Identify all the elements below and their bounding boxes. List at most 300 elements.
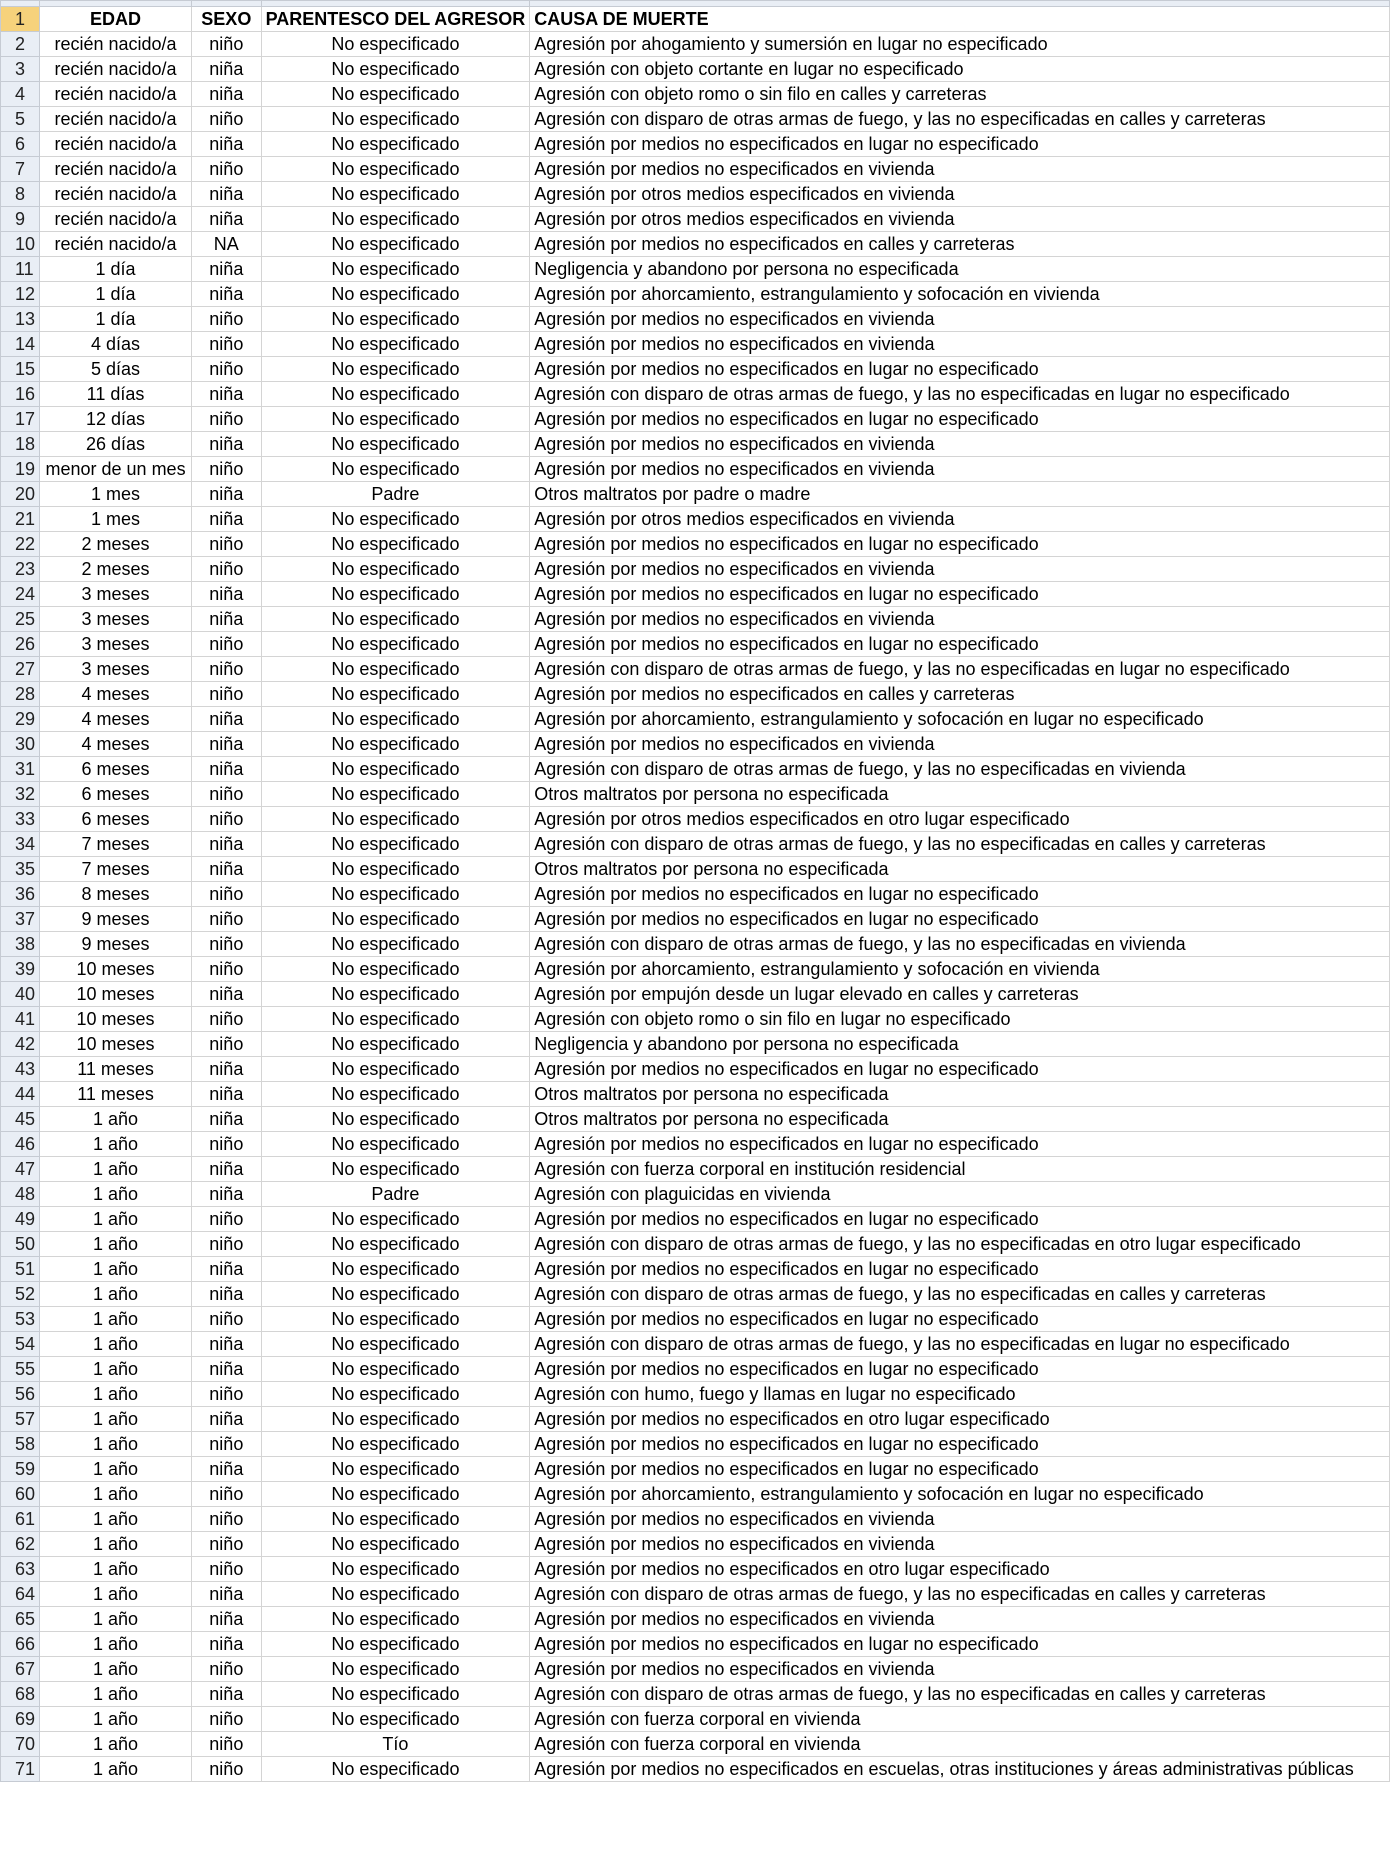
cell-causa[interactable]: Agresión por medios no especificados en lugar no especificado	[530, 1207, 1390, 1232]
cell-parentesco[interactable]: No especificado	[261, 1607, 530, 1632]
cell-causa[interactable]: Agresión por medios no especificados en vivienda	[530, 307, 1390, 332]
cell-parentesco[interactable]: No especificado	[261, 1307, 530, 1332]
cell-sexo[interactable]: niño	[192, 1132, 262, 1157]
cell-parentesco[interactable]: No especificado	[261, 382, 530, 407]
cell-causa[interactable]: Agresión con fuerza corporal en vivienda	[530, 1707, 1390, 1732]
cell-edad[interactable]: 1 año	[40, 1132, 192, 1157]
row-header[interactable]: 6	[1, 132, 40, 157]
cell-sexo[interactable]: niña	[192, 1182, 262, 1207]
cell-edad[interactable]: 1 año	[40, 1357, 192, 1382]
cell-causa[interactable]: Otros maltratos por persona no especificada	[530, 1082, 1390, 1107]
cell-parentesco[interactable]: No especificado	[261, 1532, 530, 1557]
cell-causa[interactable]: Agresión por medios no especificados en vivienda	[530, 457, 1390, 482]
cell-causa[interactable]: Agresión por medios no especificados en lugar no especificado	[530, 532, 1390, 557]
cell-edad[interactable]: 1 año	[40, 1507, 192, 1532]
cell-sexo[interactable]: niño	[192, 1757, 262, 1782]
cell-parentesco[interactable]: No especificado	[261, 907, 530, 932]
row-header[interactable]: 5	[1, 107, 40, 132]
cell-causa[interactable]: Agresión por medios no especificados en lugar no especificado	[530, 357, 1390, 382]
cell-causa[interactable]: Agresión por medios no especificados en lugar no especificado	[530, 882, 1390, 907]
cell-edad[interactable]: 6 meses	[40, 782, 192, 807]
cell-parentesco[interactable]: No especificado	[261, 882, 530, 907]
row-header[interactable]: 42	[1, 1032, 40, 1057]
cell-causa[interactable]: Agresión por medios no especificados en vivienda	[530, 332, 1390, 357]
cell-causa[interactable]: Agresión con plaguicidas en vivienda	[530, 1182, 1390, 1207]
row-header[interactable]: 63	[1, 1557, 40, 1582]
row-header[interactable]: 47	[1, 1157, 40, 1182]
cell-sexo[interactable]: niña	[192, 182, 262, 207]
row-header[interactable]: 23	[1, 557, 40, 582]
row-header[interactable]: 33	[1, 807, 40, 832]
cell-edad[interactable]: 1 año	[40, 1457, 192, 1482]
cell-parentesco[interactable]: No especificado	[261, 707, 530, 732]
cell-edad[interactable]: 10 meses	[40, 982, 192, 1007]
header-sexo[interactable]: SEXO	[192, 7, 262, 32]
cell-edad[interactable]: 11 días	[40, 382, 192, 407]
cell-edad[interactable]: 3 meses	[40, 582, 192, 607]
cell-parentesco[interactable]: No especificado	[261, 257, 530, 282]
cell-parentesco[interactable]: No especificado	[261, 807, 530, 832]
cell-parentesco[interactable]: No especificado	[261, 1257, 530, 1282]
row-header[interactable]: 30	[1, 732, 40, 757]
cell-causa[interactable]: Agresión por medios no especificados en escuelas, otras instituciones y áreas administrativas públicas	[530, 1757, 1390, 1782]
cell-parentesco[interactable]: No especificado	[261, 632, 530, 657]
row-header[interactable]: 49	[1, 1207, 40, 1232]
row-header[interactable]: 48	[1, 1182, 40, 1207]
row-header[interactable]: 11	[1, 257, 40, 282]
cell-sexo[interactable]: niña	[192, 832, 262, 857]
cell-sexo[interactable]: niño	[192, 332, 262, 357]
cell-parentesco[interactable]: No especificado	[261, 1657, 530, 1682]
cell-sexo[interactable]: NA	[192, 232, 262, 257]
row-header[interactable]: 7	[1, 157, 40, 182]
cell-sexo[interactable]: niño	[192, 1307, 262, 1332]
row-header[interactable]: 22	[1, 532, 40, 557]
cell-edad[interactable]: 4 meses	[40, 707, 192, 732]
cell-edad[interactable]: 1 año	[40, 1407, 192, 1432]
cell-edad[interactable]: recién nacido/a	[40, 57, 192, 82]
row-header[interactable]: 32	[1, 782, 40, 807]
cell-causa[interactable]: Agresión por ahorcamiento, estrangulamiento y sofocación en vivienda	[530, 957, 1390, 982]
cell-causa[interactable]: Otros maltratos por persona no especificada	[530, 1107, 1390, 1132]
row-header[interactable]: 24	[1, 582, 40, 607]
cell-parentesco[interactable]: No especificado	[261, 932, 530, 957]
cell-sexo[interactable]: niño	[192, 157, 262, 182]
cell-sexo[interactable]: niña	[192, 1682, 262, 1707]
row-header[interactable]: 58	[1, 1432, 40, 1457]
cell-edad[interactable]: 1 año	[40, 1632, 192, 1657]
cell-sexo[interactable]: niño	[192, 1507, 262, 1532]
cell-sexo[interactable]: niña	[192, 82, 262, 107]
cell-causa[interactable]: Agresión por medios no especificados en lugar no especificado	[530, 1632, 1390, 1657]
row-header[interactable]: 57	[1, 1407, 40, 1432]
cell-edad[interactable]: 1 año	[40, 1757, 192, 1782]
cell-sexo[interactable]: niño	[192, 1732, 262, 1757]
cell-edad[interactable]: 8 meses	[40, 882, 192, 907]
cell-sexo[interactable]: niño	[192, 407, 262, 432]
cell-causa[interactable]: Agresión por medios no especificados en lugar no especificado	[530, 1432, 1390, 1457]
cell-causa[interactable]: Otros maltratos por padre o madre	[530, 482, 1390, 507]
cell-edad[interactable]: 7 meses	[40, 832, 192, 857]
row-header[interactable]: 70	[1, 1732, 40, 1757]
row-header[interactable]: 61	[1, 1507, 40, 1532]
cell-parentesco[interactable]: Tío	[261, 1732, 530, 1757]
cell-edad[interactable]: 4 días	[40, 332, 192, 357]
cell-causa[interactable]: Agresión por medios no especificados en lugar no especificado	[530, 407, 1390, 432]
cell-sexo[interactable]: niño	[192, 1032, 262, 1057]
cell-causa[interactable]: Agresión con disparo de otras armas de fuego, y las no especificadas en calles y carreteras	[530, 1582, 1390, 1607]
cell-parentesco[interactable]: No especificado	[261, 582, 530, 607]
row-header[interactable]: 19	[1, 457, 40, 482]
cell-parentesco[interactable]: No especificado	[261, 407, 530, 432]
cell-edad[interactable]: 3 meses	[40, 657, 192, 682]
cell-causa[interactable]: Agresión con fuerza corporal en institución residencial	[530, 1157, 1390, 1182]
cell-causa[interactable]: Agresión con disparo de otras armas de fuego, y las no especificadas en calles y carreteras	[530, 107, 1390, 132]
cell-edad[interactable]: recién nacido/a	[40, 207, 192, 232]
cell-edad[interactable]: 1 año	[40, 1257, 192, 1282]
cell-sexo[interactable]: niño	[192, 1007, 262, 1032]
cell-sexo[interactable]: niño	[192, 932, 262, 957]
cell-edad[interactable]: 1 año	[40, 1157, 192, 1182]
row-header[interactable]: 9	[1, 207, 40, 232]
cell-causa[interactable]: Agresión por otros medios especificados en otro lugar especificado	[530, 807, 1390, 832]
cell-sexo[interactable]: niña	[192, 132, 262, 157]
cell-parentesco[interactable]: No especificado	[261, 532, 530, 557]
cell-causa[interactable]: Otros maltratos por persona no especificada	[530, 857, 1390, 882]
row-header[interactable]: 38	[1, 932, 40, 957]
row-header[interactable]: 20	[1, 482, 40, 507]
cell-causa[interactable]: Agresión con disparo de otras armas de fuego, y las no especificadas en lugar no especificado	[530, 1332, 1390, 1357]
cell-sexo[interactable]: niño	[192, 1482, 262, 1507]
cell-causa[interactable]: Agresión por medios no especificados en lugar no especificado	[530, 907, 1390, 932]
cell-sexo[interactable]: niña	[192, 582, 262, 607]
row-header[interactable]: 29	[1, 707, 40, 732]
row-header[interactable]: 71	[1, 1757, 40, 1782]
row-header[interactable]: 62	[1, 1532, 40, 1557]
row-header[interactable]: 43	[1, 1057, 40, 1082]
cell-sexo[interactable]: niña	[192, 1157, 262, 1182]
cell-causa[interactable]: Agresión con disparo de otras armas de fuego, y las no especificadas en calles y carreteras	[530, 1282, 1390, 1307]
cell-sexo[interactable]: niña	[192, 1282, 262, 1307]
header-parentesco[interactable]: PARENTESCO DEL AGRESOR	[261, 7, 530, 32]
cell-causa[interactable]: Agresión por medios no especificados en vivienda	[530, 557, 1390, 582]
cell-causa[interactable]: Agresión por medios no especificados en vivienda	[530, 1657, 1390, 1682]
cell-causa[interactable]: Agresión por otros medios especificados en vivienda	[530, 507, 1390, 532]
row-header[interactable]: 26	[1, 632, 40, 657]
cell-causa[interactable]: Agresión con disparo de otras armas de fuego, y las no especificadas en lugar no especificado	[530, 657, 1390, 682]
cell-sexo[interactable]: niña	[192, 507, 262, 532]
cell-sexo[interactable]: niño	[192, 957, 262, 982]
cell-edad[interactable]: 9 meses	[40, 907, 192, 932]
row-header[interactable]: 39	[1, 957, 40, 982]
cell-parentesco[interactable]: No especificado	[261, 1557, 530, 1582]
cell-causa[interactable]: Agresión con disparo de otras armas de fuego, y las no especificadas en lugar no especificado	[530, 382, 1390, 407]
row-header[interactable]: 15	[1, 357, 40, 382]
row-header[interactable]: 66	[1, 1632, 40, 1657]
cell-edad[interactable]: 10 meses	[40, 957, 192, 982]
cell-causa[interactable]: Agresión por medios no especificados en vivienda	[530, 1607, 1390, 1632]
row-header[interactable]: 44	[1, 1082, 40, 1107]
cell-sexo[interactable]: niña	[192, 1332, 262, 1357]
cell-parentesco[interactable]: No especificado	[261, 82, 530, 107]
cell-causa[interactable]: Agresión con fuerza corporal en vivienda	[530, 1732, 1390, 1757]
cell-causa[interactable]: Agresión por medios no especificados en lugar no especificado	[530, 632, 1390, 657]
cell-parentesco[interactable]: No especificado	[261, 1007, 530, 1032]
cell-parentesco[interactable]: No especificado	[261, 782, 530, 807]
cell-parentesco[interactable]: No especificado	[261, 307, 530, 332]
cell-causa[interactable]: Agresión por medios no especificados en calles y carreteras	[530, 682, 1390, 707]
cell-edad[interactable]: recién nacido/a	[40, 232, 192, 257]
row-header[interactable]: 1	[1, 7, 40, 32]
cell-sexo[interactable]: niño	[192, 1232, 262, 1257]
cell-edad[interactable]: recién nacido/a	[40, 107, 192, 132]
cell-sexo[interactable]: niña	[192, 432, 262, 457]
row-header[interactable]: 31	[1, 757, 40, 782]
cell-parentesco[interactable]: No especificado	[261, 182, 530, 207]
row-header[interactable]: 14	[1, 332, 40, 357]
cell-causa[interactable]: Agresión por medios no especificados en lugar no especificado	[530, 1257, 1390, 1282]
cell-edad[interactable]: 3 meses	[40, 632, 192, 657]
cell-parentesco[interactable]: No especificado	[261, 32, 530, 57]
cell-causa[interactable]: Agresión por otros medios especificados en vivienda	[530, 207, 1390, 232]
cell-edad[interactable]: 5 días	[40, 357, 192, 382]
cell-causa[interactable]: Agresión por otros medios especificados en vivienda	[530, 182, 1390, 207]
cell-causa[interactable]: Agresión por medios no especificados en calles y carreteras	[530, 232, 1390, 257]
cell-parentesco[interactable]: No especificado	[261, 132, 530, 157]
cell-sexo[interactable]: niño	[192, 532, 262, 557]
cell-edad[interactable]: 1 mes	[40, 482, 192, 507]
row-header[interactable]: 2	[1, 32, 40, 57]
row-header[interactable]: 18	[1, 432, 40, 457]
cell-causa[interactable]: Agresión por medios no especificados en vivienda	[530, 432, 1390, 457]
cell-causa[interactable]: Agresión por medios no especificados en lugar no especificado	[530, 582, 1390, 607]
cell-sexo[interactable]: niño	[192, 32, 262, 57]
cell-edad[interactable]: 1 año	[40, 1532, 192, 1557]
cell-causa[interactable]: Agresión con objeto cortante en lugar no especificado	[530, 57, 1390, 82]
cell-edad[interactable]: 26 días	[40, 432, 192, 457]
cell-parentesco[interactable]: No especificado	[261, 57, 530, 82]
cell-causa[interactable]: Agresión por medios no especificados en vivienda	[530, 607, 1390, 632]
cell-sexo[interactable]: niño	[192, 457, 262, 482]
row-header[interactable]: 10	[1, 232, 40, 257]
cell-causa[interactable]: Agresión por medios no especificados en lugar no especificado	[530, 1132, 1390, 1157]
cell-parentesco[interactable]: No especificado	[261, 607, 530, 632]
cell-parentesco[interactable]: No especificado	[261, 1057, 530, 1082]
cell-sexo[interactable]: niño	[192, 882, 262, 907]
row-header[interactable]: 69	[1, 1707, 40, 1732]
cell-parentesco[interactable]: No especificado	[261, 1507, 530, 1532]
cell-edad[interactable]: recién nacido/a	[40, 82, 192, 107]
cell-edad[interactable]: 6 meses	[40, 807, 192, 832]
cell-edad[interactable]: 1 mes	[40, 507, 192, 532]
row-header[interactable]: 55	[1, 1357, 40, 1382]
cell-causa[interactable]: Agresión por medios no especificados en lugar no especificado	[530, 1307, 1390, 1332]
cell-edad[interactable]: recién nacido/a	[40, 182, 192, 207]
cell-parentesco[interactable]: No especificado	[261, 1432, 530, 1457]
cell-sexo[interactable]: niña	[192, 1582, 262, 1607]
cell-edad[interactable]: menor de un mes	[40, 457, 192, 482]
cell-parentesco[interactable]: No especificado	[261, 1457, 530, 1482]
cell-causa[interactable]: Agresión por medios no especificados en vivienda	[530, 1532, 1390, 1557]
cell-sexo[interactable]: niño	[192, 682, 262, 707]
cell-parentesco[interactable]: No especificado	[261, 1332, 530, 1357]
cell-parentesco[interactable]: No especificado	[261, 1207, 530, 1232]
cell-sexo[interactable]: niña	[192, 1632, 262, 1657]
cell-sexo[interactable]: niño	[192, 1432, 262, 1457]
cell-sexo[interactable]: niño	[192, 907, 262, 932]
cell-sexo[interactable]: niña	[192, 1107, 262, 1132]
cell-edad[interactable]: 1 año	[40, 1332, 192, 1357]
cell-parentesco[interactable]: No especificado	[261, 1157, 530, 1182]
cell-edad[interactable]: 2 meses	[40, 557, 192, 582]
cell-parentesco[interactable]: No especificado	[261, 732, 530, 757]
cell-edad[interactable]: 3 meses	[40, 607, 192, 632]
cell-causa[interactable]: Otros maltratos por persona no especificada	[530, 782, 1390, 807]
row-header[interactable]: 45	[1, 1107, 40, 1132]
cell-sexo[interactable]: niña	[192, 732, 262, 757]
cell-edad[interactable]: 1 año	[40, 1282, 192, 1307]
cell-parentesco[interactable]: No especificado	[261, 1032, 530, 1057]
row-header[interactable]: 41	[1, 1007, 40, 1032]
cell-sexo[interactable]: niña	[192, 1257, 262, 1282]
cell-parentesco[interactable]: No especificado	[261, 432, 530, 457]
cell-parentesco[interactable]: No especificado	[261, 457, 530, 482]
cell-parentesco[interactable]: No especificado	[261, 857, 530, 882]
cell-sexo[interactable]: niña	[192, 282, 262, 307]
cell-sexo[interactable]: niña	[192, 1082, 262, 1107]
row-header[interactable]: 56	[1, 1382, 40, 1407]
cell-causa[interactable]: Agresión por medios no especificados en otro lugar especificado	[530, 1557, 1390, 1582]
cell-parentesco[interactable]: No especificado	[261, 232, 530, 257]
cell-edad[interactable]: 1 día	[40, 282, 192, 307]
cell-causa[interactable]: Negligencia y abandono por persona no especificada	[530, 257, 1390, 282]
cell-sexo[interactable]: niño	[192, 107, 262, 132]
cell-parentesco[interactable]: No especificado	[261, 282, 530, 307]
cell-parentesco[interactable]: No especificado	[261, 332, 530, 357]
row-header[interactable]: 17	[1, 407, 40, 432]
cell-edad[interactable]: 1 año	[40, 1482, 192, 1507]
cell-sexo[interactable]: niño	[192, 632, 262, 657]
row-header[interactable]: 67	[1, 1657, 40, 1682]
cell-parentesco[interactable]: No especificado	[261, 682, 530, 707]
cell-parentesco[interactable]: No especificado	[261, 832, 530, 857]
row-header[interactable]: 13	[1, 307, 40, 332]
cell-sexo[interactable]: niña	[192, 982, 262, 1007]
row-header[interactable]: 60	[1, 1482, 40, 1507]
cell-causa[interactable]: Agresión por ahorcamiento, estrangulamiento y sofocación en lugar no especificado	[530, 1482, 1390, 1507]
row-header[interactable]: 59	[1, 1457, 40, 1482]
cell-causa[interactable]: Agresión por medios no especificados en lugar no especificado	[530, 132, 1390, 157]
row-header[interactable]: 16	[1, 382, 40, 407]
cell-edad[interactable]: 1 año	[40, 1582, 192, 1607]
cell-causa[interactable]: Agresión por medios no especificados en vivienda	[530, 732, 1390, 757]
cell-edad[interactable]: 1 año	[40, 1707, 192, 1732]
cell-causa[interactable]: Agresión con disparo de otras armas de fuego, y las no especificadas en calles y carreteras	[530, 832, 1390, 857]
cell-edad[interactable]: 1 año	[40, 1557, 192, 1582]
cell-sexo[interactable]: niña	[192, 482, 262, 507]
cell-parentesco[interactable]: No especificado	[261, 982, 530, 1007]
cell-causa[interactable]: Agresión con disparo de otras armas de fuego, y las no especificadas en otro lugar especificado	[530, 1232, 1390, 1257]
row-header[interactable]: 40	[1, 982, 40, 1007]
cell-parentesco[interactable]: No especificado	[261, 507, 530, 532]
cell-edad[interactable]: recién nacido/a	[40, 132, 192, 157]
cell-edad[interactable]: 1 año	[40, 1107, 192, 1132]
cell-causa[interactable]: Agresión por medios no especificados en otro lugar especificado	[530, 1407, 1390, 1432]
row-header[interactable]: 36	[1, 882, 40, 907]
cell-sexo[interactable]: niño	[192, 782, 262, 807]
cell-sexo[interactable]: niño	[192, 1207, 262, 1232]
row-header[interactable]: 27	[1, 657, 40, 682]
cell-edad[interactable]: 11 meses	[40, 1057, 192, 1082]
cell-edad[interactable]: 10 meses	[40, 1007, 192, 1032]
cell-edad[interactable]: 1 año	[40, 1682, 192, 1707]
cell-parentesco[interactable]: No especificado	[261, 1482, 530, 1507]
cell-causa[interactable]: Agresión con objeto romo o sin filo en calles y carreteras	[530, 82, 1390, 107]
cell-parentesco[interactable]: No especificado	[261, 1357, 530, 1382]
cell-parentesco[interactable]: No especificado	[261, 1382, 530, 1407]
row-header[interactable]: 50	[1, 1232, 40, 1257]
cell-sexo[interactable]: niña	[192, 1357, 262, 1382]
cell-edad[interactable]: 1 año	[40, 1307, 192, 1332]
cell-sexo[interactable]: niño	[192, 1557, 262, 1582]
cell-edad[interactable]: 1 año	[40, 1732, 192, 1757]
cell-sexo[interactable]: niño	[192, 807, 262, 832]
row-header[interactable]: 68	[1, 1682, 40, 1707]
cell-edad[interactable]: 2 meses	[40, 532, 192, 557]
cell-edad[interactable]: 6 meses	[40, 757, 192, 782]
header-causa[interactable]: CAUSA DE MUERTE	[530, 7, 1390, 32]
cell-sexo[interactable]: niña	[192, 1457, 262, 1482]
cell-sexo[interactable]: niña	[192, 1407, 262, 1432]
cell-sexo[interactable]: niña	[192, 1057, 262, 1082]
cell-causa[interactable]: Agresión por ahogamiento y sumersión en lugar no especificado	[530, 32, 1390, 57]
cell-sexo[interactable]: niño	[192, 557, 262, 582]
cell-parentesco[interactable]: No especificado	[261, 657, 530, 682]
cell-sexo[interactable]: niña	[192, 607, 262, 632]
cell-parentesco[interactable]: No especificado	[261, 557, 530, 582]
cell-causa[interactable]: Agresión por medios no especificados en lugar no especificado	[530, 1057, 1390, 1082]
cell-parentesco[interactable]: No especificado	[261, 1407, 530, 1432]
cell-parentesco[interactable]: No especificado	[261, 1107, 530, 1132]
cell-sexo[interactable]: niña	[192, 707, 262, 732]
cell-causa[interactable]: Agresión por medios no especificados en lugar no especificado	[530, 1357, 1390, 1382]
cell-parentesco[interactable]: No especificado	[261, 107, 530, 132]
cell-parentesco[interactable]: No especificado	[261, 757, 530, 782]
row-header[interactable]: 35	[1, 857, 40, 882]
row-header[interactable]: 65	[1, 1607, 40, 1632]
row-header[interactable]: 12	[1, 282, 40, 307]
cell-sexo[interactable]: niño	[192, 1707, 262, 1732]
cell-causa[interactable]: Agresión con humo, fuego y llamas en lugar no especificado	[530, 1382, 1390, 1407]
cell-edad[interactable]: 10 meses	[40, 1032, 192, 1057]
cell-edad[interactable]: 4 meses	[40, 682, 192, 707]
row-header[interactable]: 53	[1, 1307, 40, 1332]
cell-causa[interactable]: Agresión por medios no especificados en vivienda	[530, 1507, 1390, 1532]
cell-edad[interactable]: recién nacido/a	[40, 157, 192, 182]
cell-sexo[interactable]: niño	[192, 657, 262, 682]
cell-edad[interactable]: 1 día	[40, 307, 192, 332]
cell-parentesco[interactable]: No especificado	[261, 357, 530, 382]
cell-edad[interactable]: 11 meses	[40, 1082, 192, 1107]
cell-parentesco[interactable]: Padre	[261, 482, 530, 507]
header-edad[interactable]: EDAD	[40, 7, 192, 32]
cell-edad[interactable]: 1 año	[40, 1182, 192, 1207]
cell-parentesco[interactable]: No especificado	[261, 1582, 530, 1607]
cell-causa[interactable]: Agresión por ahorcamiento, estrangulamiento y sofocación en vivienda	[530, 282, 1390, 307]
cell-edad[interactable]: 7 meses	[40, 857, 192, 882]
cell-edad[interactable]: 9 meses	[40, 932, 192, 957]
cell-edad[interactable]: 12 días	[40, 407, 192, 432]
